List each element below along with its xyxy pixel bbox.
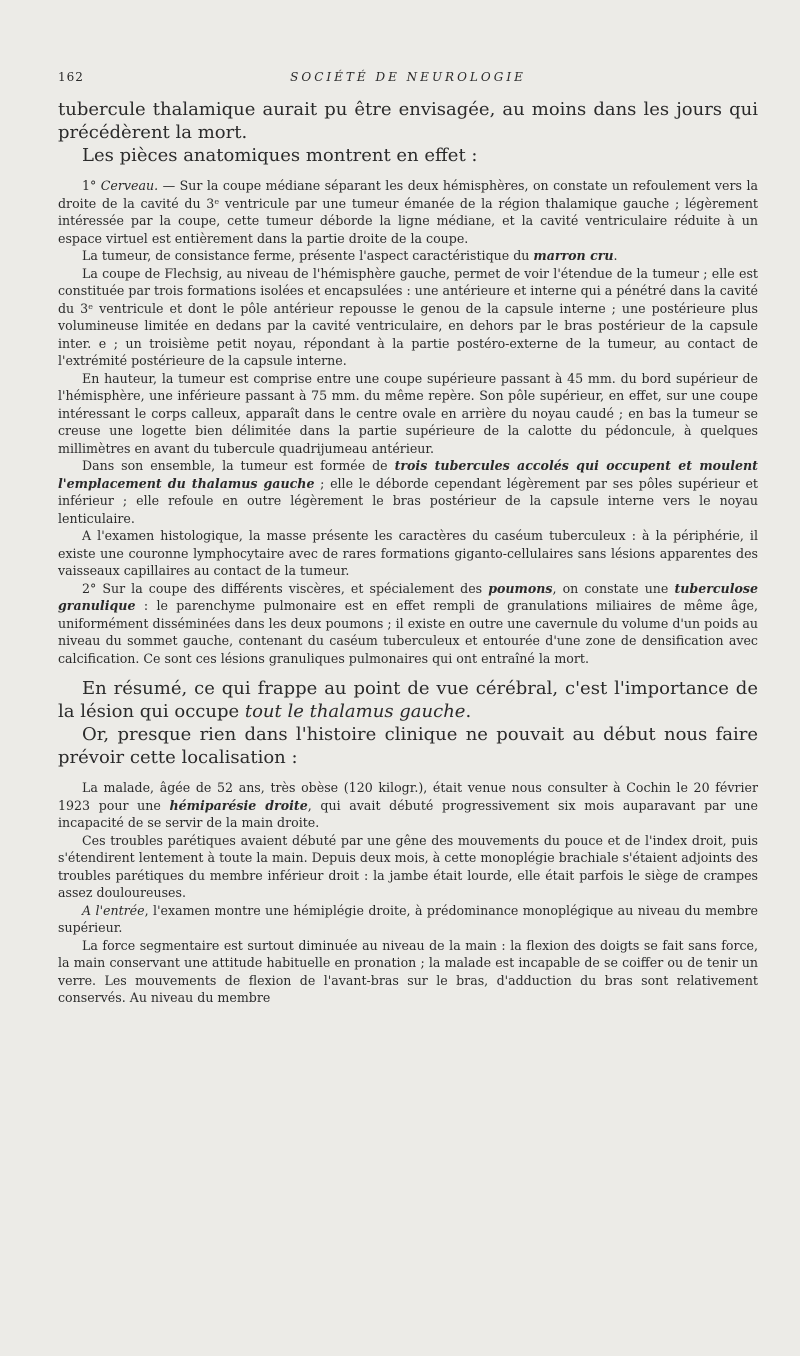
page-number: 162 [58,70,84,84]
paragraph-hauteur: En hauteur, la tumeur est comprise entre une coupe supérieure passant à 45 mm. du bord supérieur de l'hémisphère, une inférieure passant à 75 mm. du même repère. Son pôle supérieur, en effet, sur une coupe intéressant le corps calleux, apparaît dans le centre ovale en arrière du noyau caudé ; en bas la tumeur se creuse une logette bien délimitée dans la partie supérieure de la calotte du pédoncule, à quelques millimètres en avant du tubercule quadrijumeau antérieur. [58,370,758,456]
paragraph-resume: En résumé, ce qui frappe au point de vue cérébral, c'est l'importance de la lésion qui occupe tout le thalamus gauche. [58,678,758,722]
body-text [58,98,758,1007]
paragraph-entree: A l'entrée, l'examen montre une hémiplégie droite, à prédominance monoplégique au niveau du membre supérieur. [58,902,759,935]
paragraph-poumons: 2° Sur la coupe des différents viscères, et spécialement des poumons, on constate une tuberculose granulique : le parenchyme pulmonaire est en effet rempli de granulations miliaires de même âge, uniformément disséminées dans les deux poumons ; il existe en outre une cavernule du volume d'un poids au niveau du sommet gauche, contenant du caséum tuberculeux et entourée d'une zone de densification avec calcification. Ce sont ces lésions granuliques pulmonaires qui ont entraîné la mort. [58,580,758,666]
paragraph-intro-pieces: Les pièces anatomiques montrent en effet : [82,145,478,166]
page-header [58,70,758,90]
paragraph-force-segmentaire: La force segmentaire est surtout diminuée au niveau de la main : la flexion des doigts se fait sans force, la main conservant une attitude habituelle en pronation ; la malade est incapable de se coiffer ou de tenir un verre. Les mouvements de flexion de l'avant-bras sur le bras, d'adduction du bras sont relativement conservés. Au niveau du membre [58,937,758,1005]
paragraph-malade: La malade, âgée de 52 ans, très obèse (120 kilogr.), était venue nous consulter à Cochin le 20 février 1923 pour une hémiparésie droite, qui avait débuté progressivement six mois auparavant par une incapacité de se servir de la main droite. [58,780,758,830]
paragraph-flechsig: La coupe de Flechsig, au niveau de l'hémisphère gauche, permet de voir l'étendue de la tumeur ; elle est constituée par trois formations isolées et encapsulées : une antérieure et interne qui a pénétré dans la cavité du 3ᵉ ventricule et dont le pôle antérieur repousse le genou de la capsule interne ; une postérieure plus volumineuse limitée en dedans par la cavité ventriculaire, en dehors par le bras postérieur de la capsule inter. e ; un troisième petit noyau, répondant à la partie postéro-externe de la tumeur, au contact de l'extrémité postérieure de la capsule interne. [58,265,758,368]
paragraph-histoire-clinique: Or, presque rien dans l'histoire clinique ne pouvait au début nous faire prévoir cette localisation : [58,724,758,768]
paragraph-ensemble: Dans son ensemble, la tumeur est formée de trois tubercules accolés qui occupent et moulent l'emplacement du thalamus gauche ; elle le déborde cependant légèrement par ses pôles supérieur et inférieur ; elle refoule en outre légèrement le bras postérieur de la capsule interne vers le noyau lenticulaire. [58,458,758,526]
paragraph-continuation: tubercule thalamique aurait pu être envisagée, au moins dans les jours qui précédèrent la mort. [58,99,758,143]
paragraph-troubles: Ces troubles parétiques avaient débuté par une gêne des mouvements du pouce et de l'index droit, puis s'étendirent lentement à toute la main. Depuis deux mois, à cette monoplégie brachiale s'étaient adjoints des troubles parétiques du membre inférieur droit : la jambe était lourde, elle était parfois le siège de crampes assez douloureuses. [58,832,758,900]
paragraph-histologie: A l'examen histologique, la masse présente les caractères du caséum tuberculeux : à la périphérie, il existe une couronne lymphocytaire avec de rares formations giganto-cellulaires sans lésions apparentes des vaisseaux capillaires au contact de la tumeur. [58,528,758,578]
running-title: SOCIÉTÉ DE NEUROLOGIE [290,70,526,84]
paragraph-consistance: La tumeur, de consistance ferme, présente l'aspect caractéristique du marron cru. [82,248,618,263]
paragraph-cerveau: 1° Cerveau. — Sur la coupe médiane séparant les deux hémisphères, on constate un refoulement vers la droite de la cavité du 3ᵉ ventricule par une tumeur émanée de la région thalamique gauche ; légèrement intéressée par la coupe, cette tumeur déborde la ligne médiane, et la cavité ventriculaire réduite à un espace virtuel est entièrement dans la partie droite de la coupe. [58,178,758,246]
